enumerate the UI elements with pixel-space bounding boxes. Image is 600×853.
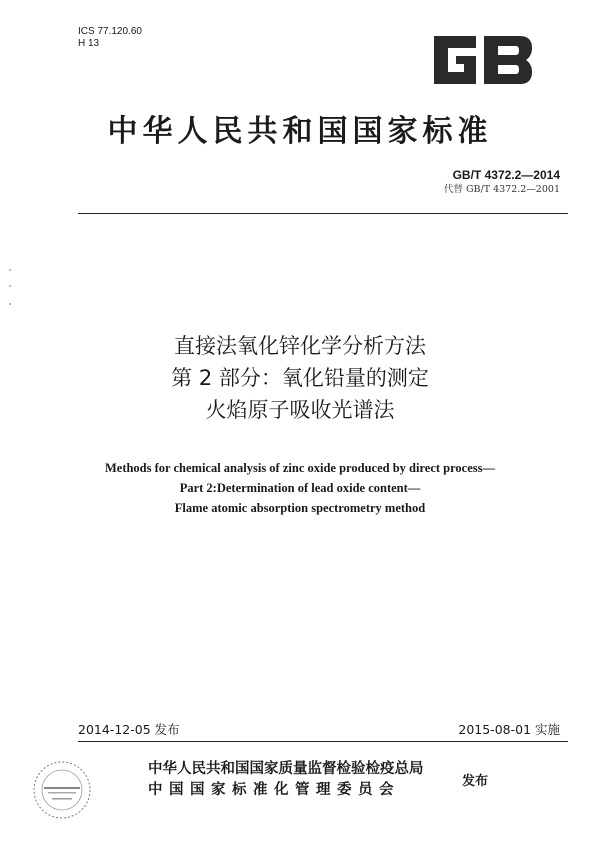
footer-divider	[78, 741, 568, 742]
issuer-sac: 中国国家标准化管理委员会	[148, 781, 400, 798]
margin-marks-icon	[8, 268, 12, 308]
header-divider	[78, 213, 568, 214]
implementation-date: 2015-08-01 实施	[458, 722, 560, 737]
chinese-title-line-1: 直接法氧化锌化学分析方法	[174, 334, 426, 358]
standard-title: 中华人民共和国国家标准	[107, 114, 493, 149]
classification-block	[78, 26, 142, 50]
replaced-standard: 代替 GB/T 4372.2—2001	[443, 184, 560, 195]
chinese-title-line-2: 第 2 部分：氧化铅量的测定	[171, 366, 429, 390]
ccs-code: H 13	[78, 38, 100, 49]
issuer-aqsiq: 中华人民共和国国家质量监督检验检疫总局	[148, 760, 424, 777]
chinese-title	[0, 330, 600, 426]
english-title-line-2: Part 2:Determination of lead oxide content—	[179, 481, 421, 495]
gb-logo-icon	[428, 28, 538, 92]
chinese-title-line-3: 火焰原子吸收光谱法	[205, 398, 395, 422]
standard-codes	[444, 168, 560, 196]
english-title-line-3: Flame atomic absorption spectrometry method	[174, 501, 426, 515]
anti-counterfeit-stamp-icon	[30, 758, 94, 822]
issue-date: 2014-12-05 发布	[78, 722, 180, 737]
publish-label: 发布	[462, 774, 489, 789]
ics-code: ICS 77.120.60	[78, 26, 142, 37]
standard-number: GB/T 4372.2—2014	[452, 168, 560, 182]
english-title	[0, 458, 600, 518]
english-title-line-1: Methods for chemical analysis of zinc oxide produced by direct process—	[104, 461, 496, 475]
issuing-authorities	[148, 758, 424, 800]
